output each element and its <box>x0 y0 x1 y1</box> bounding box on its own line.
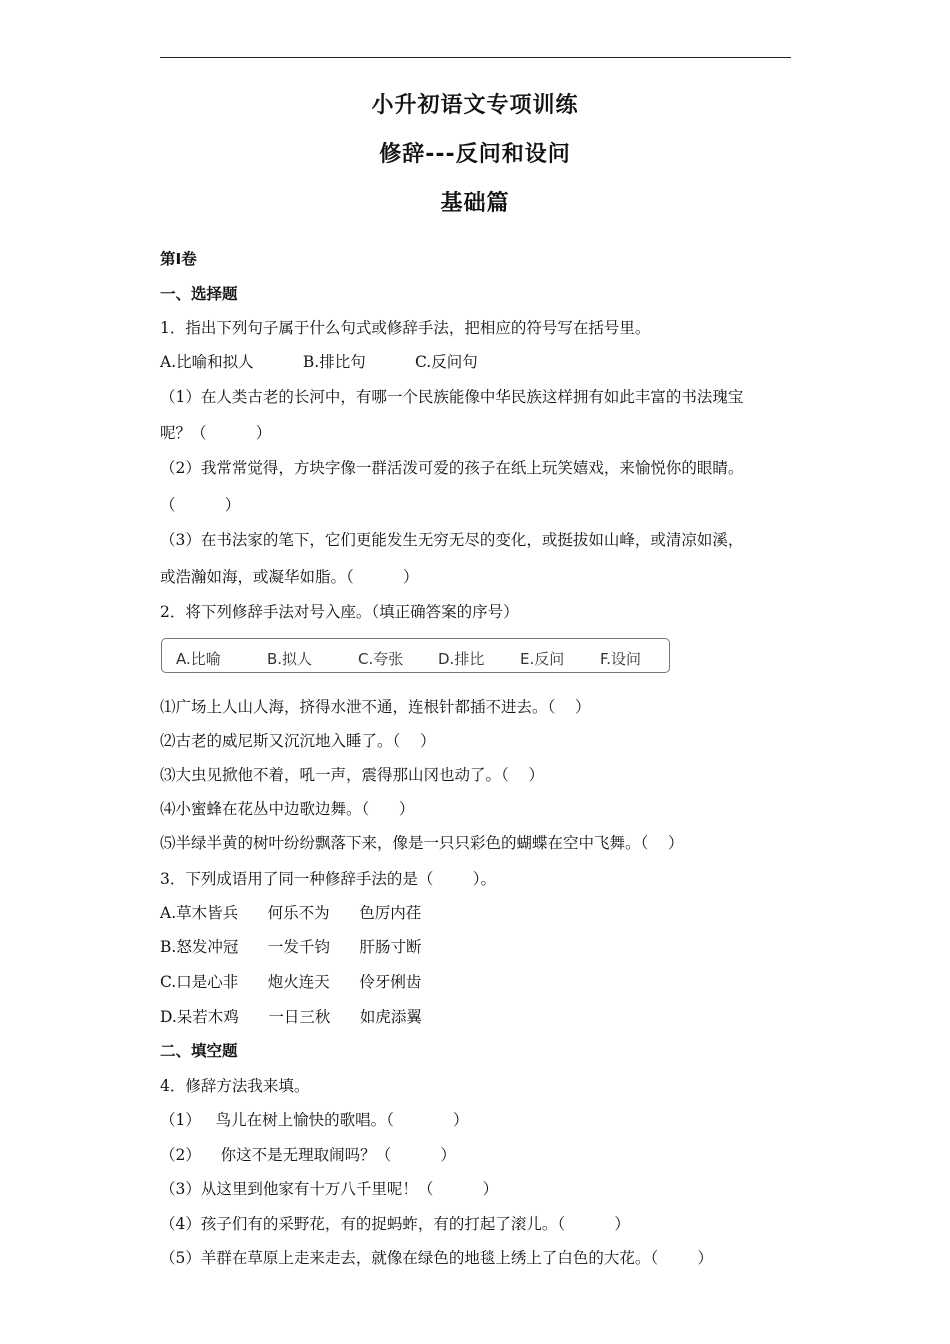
option-d: D.排比 <box>438 650 485 668</box>
option-box <box>161 638 670 673</box>
question-3-stem: 3．下列成语用了同一种修辞手法的是（ ）。 <box>160 870 497 888</box>
section-heading-fill: 二、填空题 <box>160 1042 238 1060</box>
option-b: B.拟人 <box>267 650 313 668</box>
doc-title: 小升初语文专项训练 <box>371 93 579 118</box>
question-1-sentence-2-cont: （ ） <box>160 496 241 514</box>
question-3-option: A.草木皆兵 何乐不为 色厉内荏 <box>160 904 422 922</box>
question-4-item: （4）孩子们有的采野花，有的捉蚂蚱，有的打起了滚儿。（ ） <box>160 1215 630 1233</box>
question-4-item: （5）羊群在草原上走来走去，就像在绿色的地毯上绣上了白色的大花。（ ） <box>160 1249 714 1267</box>
question-3-option: C.口是心非 炮火连天 伶牙俐齿 <box>160 973 422 991</box>
question-4-item: （2） 你这不是无理取闹吗？（ ） <box>160 1146 456 1164</box>
volume-heading: 第Ⅰ卷 <box>160 250 197 268</box>
option-e: E.反问 <box>520 650 565 668</box>
header-rule <box>160 57 791 58</box>
question-1-sentence-2: （2）我常常觉得，方块字像一群活泼可爱的孩子在纸上玩笑嬉戏，来愉悦你的眼睛。 <box>160 459 744 477</box>
option-c: C.夸张 <box>358 650 404 668</box>
option-a: A.比喻 <box>176 650 221 668</box>
question-4-item: （1） 鸟儿在树上愉快的歌唱。（ ） <box>160 1111 469 1129</box>
option-f: F.设问 <box>600 650 641 668</box>
question-2-item: ⑴广场上人山人海，挤得水泄不通，连根针都插不进去。（ ） <box>160 698 591 716</box>
question-2-stem: 2．将下列修辞手法对号入座。（填正确答案的序号） <box>160 603 519 621</box>
question-1-sentence-3-cont: 或浩瀚如海，或凝华如脂。（ ） <box>160 568 419 586</box>
question-2-item: ⑶大虫见掀他不着，吼一声，震得那山冈也动了。（ ） <box>160 766 544 784</box>
question-1-options: A.比喻和拟人 B.排比句 C.反问句 <box>160 353 478 371</box>
question-1-sentence-1-cont: 呢？（ ） <box>160 424 272 442</box>
question-4-item: （3）从这里到他家有十万八千里呢！（ ） <box>160 1180 499 1198</box>
section-heading-choice: 一、选择题 <box>160 285 238 303</box>
question-3-option: D.呆若木鸡 一日三秋 如虎添翼 <box>160 1008 422 1026</box>
question-1-stem: 1．指出下列句子属于什么句式或修辞手法，把相应的符号写在括号里。 <box>160 319 651 337</box>
question-3-option: B.怒发冲冠 一发千钧 肝肠寸断 <box>160 938 422 956</box>
question-1-sentence-1: （1）在人类古老的长河中，有哪一个民族能像中华民族这样拥有如此丰富的书法瑰宝 <box>160 388 744 406</box>
doc-subtitle: 修辞---反问和设问 <box>379 142 571 167</box>
question-1-sentence-3: （3）在书法家的笔下，它们更能发生无穷无尽的变化，或挺拔如山峰，或清凉如溪， <box>160 531 744 549</box>
doc-level: 基础篇 <box>440 191 510 216</box>
question-2-item: ⑸半绿半黄的树叶纷纷飘落下来，像是一只只彩色的蝴蝶在空中飞舞。（ ） <box>160 834 684 852</box>
question-2-item: ⑷小蜜蜂在花丛中边歌边舞。（ ） <box>160 800 415 818</box>
question-4-stem: 4．修辞方法我来填。 <box>160 1077 310 1095</box>
question-2-item: ⑵古老的威尼斯又沉沉地入睡了。（ ） <box>160 732 436 750</box>
